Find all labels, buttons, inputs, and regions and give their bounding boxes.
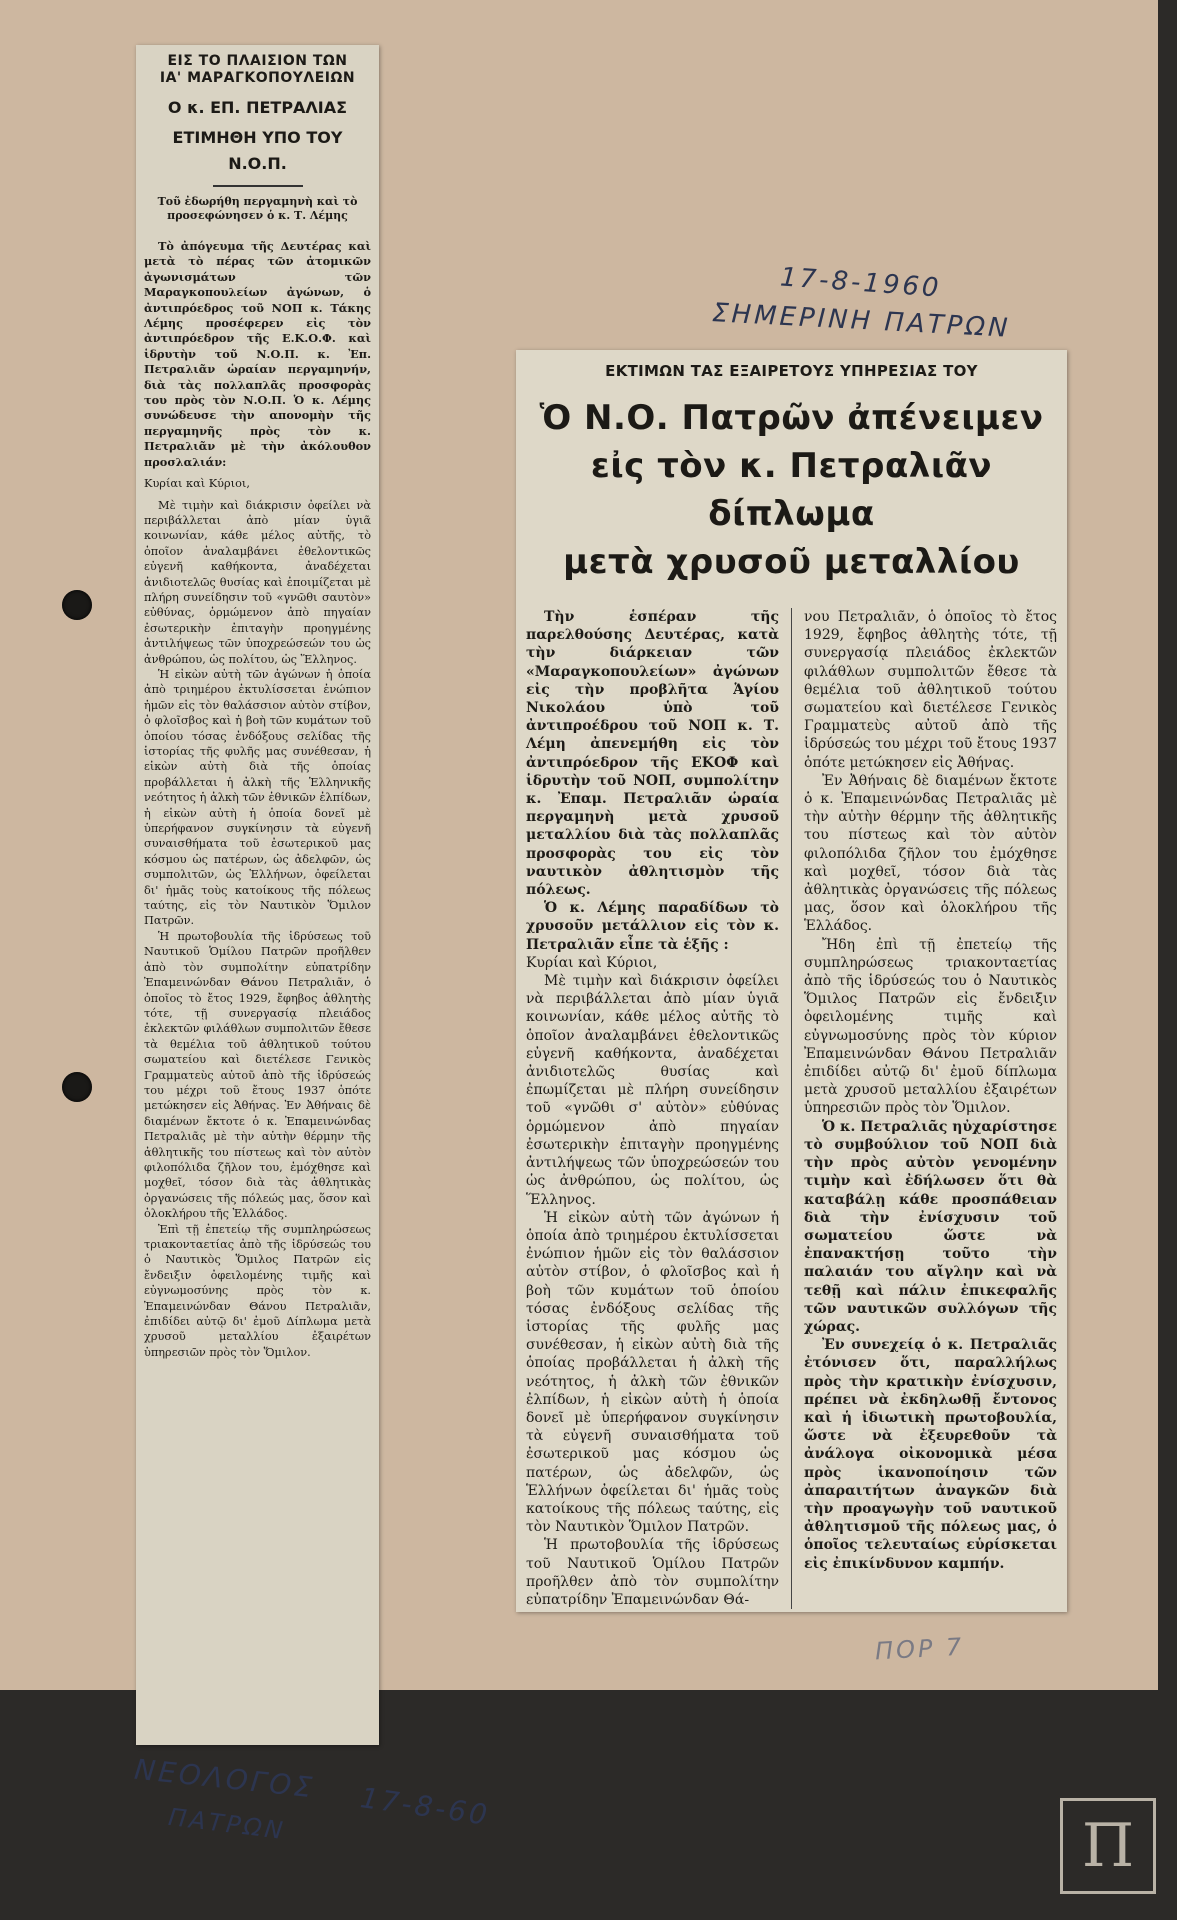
- left-clipping: [136, 45, 379, 1745]
- right-headline-line1: Ὁ Ν.Ο. Πατρῶν ἀπένειμεν: [539, 398, 1044, 438]
- right-column-2: [804, 608, 1057, 1609]
- left-kicker-line1: ΕΙΣ ΤΟ ΠΛΑΙΣΙΟΝ ΤΩΝ: [167, 53, 348, 69]
- column-divider: [791, 608, 792, 1609]
- left-kicker-line2: ΙΑ' ΜΑΡΑΓΚΟΠΟΥΛΕΙΩΝ: [159, 70, 356, 86]
- punch-hole-bottom: [62, 1072, 92, 1102]
- left-headline-line2: ΕΤΙΜΗΘΗ ΥΠΟ ΤΟΥ Ν.Ο.Π.: [172, 128, 343, 173]
- right-col1-paragraph-5: Ἡ εἰκὼν αὐτὴ τῶν ἀγώνων ἡ ὁποία ἀπὸ τριημέρου ἐκτυλίσσεται ἐνώπιον ἡμῶν εἰς τὸν θαλάσσιον αὐτὸν στίβον, ὁ φλοῖσβος καὶ ἡ βοὴ τῶν κυμάτων τοῦ ὁποίου τόσας ἐνδόξους σελίδας τῆς ἱστορίας τῆς φυλῆς μας συνέθεσαν, ἡ εἰκὼν αὐτὴ διὰ τῆς ὁποίας προβάλλεται ἡ ἀλκὴ τῆς νεότητος, ἡ ἀλκὴ τῶν ἐθνικῶν ἐλπίδων, ἡ εἰκὼν αὐτὴ ἡ ὁποία δονεῖ μὲ ὑπερήφανον συγκίνησιν τὰ εὐγενῆ συναισθήματα τοῦ ἐσωτερικοῦ μας κόσμου ὡς πατέρων, ὡς ἀδελφῶν, ὡς Ἑλλήνων ὀφείλεται δι' ἡμᾶς τοὺς κατοίκους τῆς πόλεως ταύτης, εἰς τὸν Ναυτικὸν Ὅμιλον Πατρῶν.: [526, 1209, 779, 1536]
- right-col1-paragraph-3: Κυρίαι καὶ Κύριοι,: [526, 954, 658, 971]
- left-paragraph-2: Κυρίαι καὶ Κύριοι,: [144, 477, 250, 491]
- right-col1-paragraph-1: Τὴν ἑσπέραν τῆς παρελθούσης Δευτέρας, κατὰ τὴν διάρκειαν τῶν «Μαραγκοπουλείων» ἀγώνων εἰς τὴν προβλῆτα Ἁγίου Νικολάου ὑπὸ τοῦ ἀντιπροέδρου τοῦ ΝΟΠ κ. Τ. Λέμη ἀπενεμήθη εἰς τὸν ἀντιπρόεδρον τῆς ΕΚΟΦ καὶ ἱδρυτὴν τοῦ ΝΟΠ, συμπολίτην κ. Ἐπαμ. Πετραλιᾶν ὡραία περγαμηνὴ μετὰ χρυσοῦ μεταλλίου διὰ τὰς πολλαπλᾶς προσφορὰς του εἰς τὸν ναυτικὸν ἀθλητισμὸν τῆς πόλεως.: [526, 609, 779, 899]
- left-headline-rule: [213, 185, 303, 187]
- right-headline-line2: εἰς τὸν κ. Πετραλιᾶν δίπλωμα: [590, 446, 993, 534]
- right-col1-paragraph-2: Ὁ κ. Λέμης παραδίδων τὸ χρυσοῦν μετάλλιον εἰς τὸν κ. Πετραλιᾶν εἶπε τὰ ἑξῆς :: [526, 900, 779, 953]
- right-kicker: ΕΚΤΙΜΩΝ ΤΑΣ ΕΞΑΙΡΕΤΟΥΣ ΥΠΗΡΕΣΙΑΣ ΤΟΥ: [605, 362, 978, 380]
- left-paragraph-1: Τὸ ἀπόγευμα τῆς Δευτέρας καὶ μετὰ τὸ πέρας τῶν ἀτομικῶν ἀγωνισμάτων τῶν Μαραγκοπουλείων ἀγώνων, ὁ ἀντιπρόεδρος τοῦ ΝΟΠ κ. Τάκης Λέμης προσέφερεν εἰς τὸν ἀντιπρόεδρον τῆς Ε.Κ.Ο.Φ. καὶ ἱδρυτὴν τοῦ Ν.Ο.Π. κ. Ἐπ. Πετραλιᾶν ὡραίαν περγαμηνήν, διὰ τὰς πολλαπλᾶς προσφορὰς του πρὸς τὸν Ν.Ο.Π. Ὁ κ. Λέμης συνώδευσε τὴν απονομὴν τῆς περγαμηνῆς πρὸς τὸν κ. Πετραλιᾶν μὲ τὴν ἀκόλουθον προσλαλιάν:: [144, 239, 371, 469]
- right-headline: [526, 394, 1057, 586]
- handwritten-city-bottom: ΠΑΤΡΩΝ: [166, 1802, 288, 1846]
- punch-hole-top: [62, 590, 92, 620]
- handwritten-code: ΠΟΡ 7: [874, 1632, 965, 1666]
- handwritten-date-top: 17-8-1960: [779, 262, 943, 304]
- right-col2-paragraph-2: Ἐν Ἀθήναις δὲ διαμένων ἔκτοτε ὁ κ. Ἐπαμεινώνδας Πετραλιᾶς μὲ τὴν αὐτὴν θέρμην τῆς ἀθλητικῆς του πίστεως καὶ τὸν αὐτὸν φιλοπόλιδα ζῆλον του ἐμόχθησε καὶ μοχθεῖ, τόσον διὰ τὰς ἀθλητικὰς ὀργανώσεις τῆς πόλεως μας, ὅσον καὶ ὁλοκλήρου τῆς Ἑλλάδος.: [804, 772, 1057, 935]
- handwritten-source-bottom: ΝΕΟΛΟΓΟΣ: [132, 1752, 317, 1805]
- left-headline-line1: Ο κ. ΕΠ. ΠΕΤΡΑΛΙΑΣ: [167, 98, 348, 117]
- left-paragraph-6: Ἐπὶ τῇ ἐπετείῳ τῆς συμπληρώσεως τριακονταετίας ἀπὸ τῆς ἱδρύσεώς του ὁ Ναυτικὸς Ὅμιλος Πατρῶν εἰς ἔνδειξιν ὀφειλομένης τιμῆς καὶ εὐγνωμοσύνης πρὸς τὸν κ. Ἐπαμεινώνδαν Θάνου Πετραλιᾶν, ἐπιδίδει αὐτῷ δι' ἐμοῦ Δίπλωμα μετὰ χρυσοῦ μεταλλίου ἐξαιρέτων ὑπηρεσιῶν πρὸς τὸν Ὅμιλον.: [144, 1222, 371, 1359]
- left-paragraph-3: Μὲ τιμὴν καὶ διάκρισιν ὀφείλει νὰ περιβάλλεται ἀπὸ μίαν ὑγιᾶ κοινωνίαν, κάθε μέλος αὐτῆς, τὸ ὁποῖον ἀναλαμβάνει ἐθελοντικῶς εὐγενῆ καθήκοντα, ἀναδέχεται ἀνιδιοτελῶς θυσίας καὶ ἐποιμίζεται μὲ πλήρη συνείδησιν τοῦ «γνῶθι σαυτὸν» εὐθύνας, ὁρμώμενον ἀπὸ πηγαίαν ἐσωτερικὴν ἐπιταγὴν προηγμένης ἀντιλήψεως τῶν ὑποχρεώσεών του ὡς ἀνθρώπου, ὡς πολίτου, ὡς Ἕλληνος.: [144, 498, 371, 666]
- left-paragraph-5: Ἡ πρωτοβουλία τῆς ἱδρύσεως τοῦ Ναυτικοῦ Ὁμίλου Πατρῶν προῆλθεν ἀπὸ τὸν συμπολίτην εὐπατρίδην Ἐπαμεινώνδαν Θάνου Πετραλιᾶν, ὁ ὁποῖος τὸ ἔτος 1929, ἔφηβος ἀθλητὴς τότε, τῇ συνεργασίᾳ πλειάδος ἐκλεκτῶν φιλάθλων συμπολιτῶν ἔθεσε τὰ θεμέλια τοῦ ἀθλητικοῦ τούτου σωματείου καὶ διετέλεσε Γενικὸς Γραμματεὺς αὐτοῦ ἀπὸ τῆς ἱδρύσεώς του μέχρι τοῦ ἔτους 1937 ὁπότε μετώκησεν εἰς Ἀθήνας. Ἐν Ἀθήναις δὲ διαμένων ἔκτοτε ὁ κ. Ἐπαμεινώνδας Πετραλιᾶς μὲ τὴν αὐτὴν θέρμην τῆς ἀθλητικῆς του πίστεως καὶ τὸν αὐτὸν φιλοπόλιδα ζῆλον του, ἐμόχθησε καὶ μοχθεῖ, τόσον διὰ τὰς ἀθλητικὰς ὀργανώσεις τῆς πόλεώς μας, ὅσον καὶ ὁλοκλήρου τῆς Ἑλλάδος.: [144, 929, 371, 1221]
- handwritten-source-top: ΣΗΜΕΡΙΝΗ ΠΑΤΡΩΝ: [711, 298, 1012, 344]
- archive-logo: [1060, 1798, 1156, 1894]
- right-column-1: [526, 608, 779, 1609]
- right-columns: [526, 608, 1057, 1609]
- right-col1-paragraph-4: Μὲ τιμὴν καὶ διάκρισιν ὀφείλει νὰ περιβάλλεται ἀπὸ μίαν ὑγιᾶ κοινωνίαν, κάθε μέλος αὐτῆς τὸ ὁποῖον ἀναλαμβάνει ἐθελοντικῶς εὐγενῆ καθήκοντα, ἀναδέχεται ἀνιδιοτελῶς θυσίας καὶ ἐπωμίζεται μὲ πλήρη συνείδησιν τοῦ «γνῶθι σ' αὐτὸν» εὐθύνας ὁρμώμενον ἀπὸ πηγαίαν ἐσωτερικὴν ἐπιταγὴν προηγμένης ἀντιλήψεως τῶν ὑποχρεώσεών του ὡς ἀνθρώπου, ὡς πολίτου, ὡς Ἕλληνος.: [526, 973, 779, 1208]
- left-subhead: Τοῦ ἐδωρήθη περγαμηνὴ καὶ τὸ προσεφώνησεν ὁ κ. Τ. Λέμης: [157, 195, 358, 222]
- right-col2-paragraph-4: Ὁ κ. Πετραλιᾶς ηὐχαρίστησε τὸ συμβούλιον τοῦ ΝΟΠ διὰ τὴν πρὸς αὐτὸν γενομένην τιμὴν καὶ ἐδήλωσεν ὅτι θὰ καταβάλῃ κάθε προσπάθειαν διὰ τὴν ἐνίσχυσιν τοῦ σωματείου ὥστε νὰ ἐπανακτήσῃ τοῦτο τὴν παλαιάν του αἴγλην καὶ νὰ τεθῇ καὶ πάλιν ἐπικεφαλῆς τῶν ναυτικῶν συλλόγων τῆς χώρας.: [804, 1118, 1057, 1335]
- right-headline-line3: μετὰ χρυσοῦ μεταλλίου: [563, 542, 1020, 582]
- right-col2-paragraph-3: Ἤδη ἐπὶ τῇ ἐπετείῳ τῆς συμπληρώσεως τριακονταετίας ἀπὸ τῆς ἱδρύσεώς του ὁ Ναυτικὸς Ὅμιλος Πατρῶν εἰς ἔνδειξιν ὀφειλομένης τιμῆς καὶ εὐγνωμοσύνης πρὸς τὸν κύριον Ἐπαμεινώνδαν Θάνου Πετραλιᾶν ἐπιδίδει αὐτῷ δι' ἐμοῦ δίπλωμα μετὰ χρυσοῦ μεταλλίου ἐξαιρέτων ὑπηρεσιῶν πρὸς τὸν Ὅμιλον.: [804, 936, 1057, 1117]
- handwritten-date-bottom: 17-8-60: [358, 1781, 492, 1832]
- left-paragraph-4: Ἡ εἰκὼν αὐτὴ τῶν ἀγώνων ἡ ὁποία ἀπὸ τριημέρου ἐκτυλίσσεται ἐνώπιον ἡμῶν εἰς τὸν θαλάσσιον αὐτὸν στίβον, ὁ φλοῖσβος καὶ ἡ βοὴ τῶν κυμάτων τοῦ ὁποίου τόσας ἐνδόξους σελίδας τῆς ἱστορίας τῆς φυλῆς μας συνέθεσαν, ἡ εἰκὼν αὐτὴ διὰ τῆς ὁποίας προβάλλεται ἡ ἀλκὴ τῆς Ἑλληνικῆς νεότητος ἡ ἀλκὴ τῶν ἐθνικῶν ἐλπίδων, ἡ εἰκὼν αὐτὴ ἡ ὁποία δονεῖ μὲ ὑπερήφανον συγκίνησιν τὰ εὐγενῆ συναισθήματα τοῦ ἐσωτερικοῦ μας κόσμου ὡς πατέρων, ὡς ἀδελφῶν, ὡς συμπολιτῶν, ὡς Ἑλλήνων, ὀφείλεται δι' ἡμᾶς τοὺς κατοίκους τῆς πόλεως ταύτης, εἰς τὸν Ναυτικὸν Ὅμιλον Πατρῶν.: [144, 667, 371, 928]
- archive-logo-glyph: Π: [1081, 1811, 1135, 1881]
- right-clipping: [516, 350, 1067, 1612]
- left-body: [144, 239, 371, 1360]
- right-col1-paragraph-6: Ἡ πρωτοβουλία τῆς ἱδρύσεως τοῦ Ναυτικοῦ Ὁμίλου Πατρῶν προῆλθεν ἀπὸ τὸν συμπολίτην εὐπατρίδην Ἐπαμεινώνδαν Θά-: [526, 1537, 779, 1608]
- right-col2-paragraph-5: Ἐν συνεχείᾳ ὁ κ. Πετραλιᾶς ἐτόνισεν ὅτι, παραλλήλως πρὸς τὴν κρατικὴν ἐνίσχυσιν, πρέπει νὰ ἐκδηλωθῇ ἔντονος καὶ ἡ ἰδιωτικὴ πρωτοβουλία, ὥστε νὰ ἐξευρεθοῦν τὰ ἀνάλογα οἰκονομικὰ μέσα πρὸς ἱκανοποίησιν τῶν ἀπαραιτήτων ἀναγκῶν διὰ τὴν προαγωγὴν τοῦ ναυτικοῦ ἀθλητισμοῦ τῆς πόλεως μας, ὁ ὁποῖος τελευταίως εὑρίσκεται εἰς ἐπικίνδυνον καμπήν.: [804, 1337, 1057, 1572]
- right-col2-paragraph-1: νου Πετραλιᾶν, ὁ ὁποῖος τὸ ἔτος 1929, ἔφηβος ἀθλητὴς τότε, τῇ συνεργασίᾳ πλειάδος ἐκλεκτῶν φιλάθλων συμπολιτῶν ἔθεσε τὰ θεμέλια τοῦ ἀθλητικοῦ τούτου σωματείου καὶ διετέλεσε Γενικὸς Γραμματεὺς αὐτοῦ ἀπὸ τῆς ἱδρύσεώς του μέχρι τοῦ ἔτους 1937 ὁπότε μετώκησεν εἰς Ἀθήνας.: [804, 609, 1057, 771]
